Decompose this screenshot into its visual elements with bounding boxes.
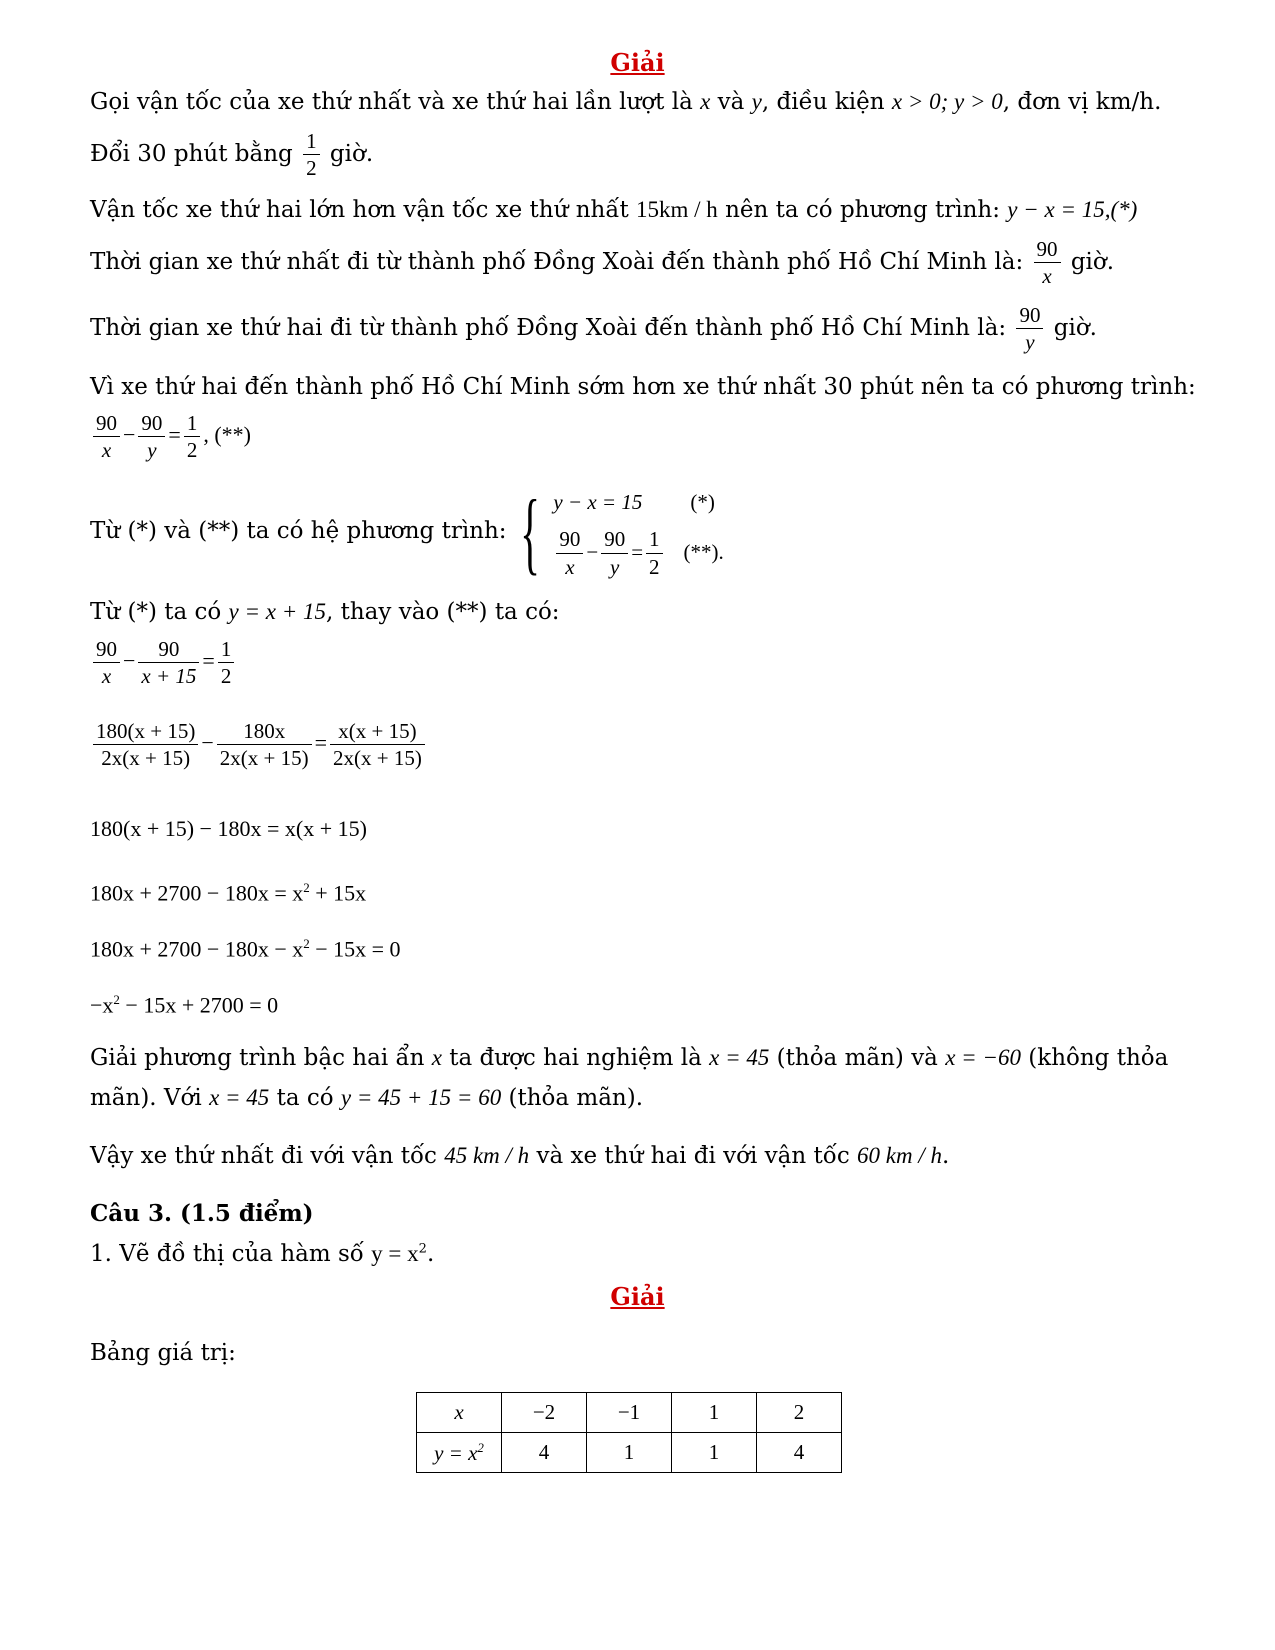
- numerator: 90: [1034, 236, 1061, 263]
- operator: =: [314, 729, 328, 755]
- fraction: [93, 718, 198, 772]
- text: Vậy xe thứ nhất đi với vận tốc: [90, 1143, 437, 1169]
- text: giờ.: [1053, 314, 1097, 341]
- equation-step-7: [90, 992, 278, 1018]
- exponent: 2: [113, 992, 120, 1007]
- equation-step-4: 180(x + 15) − 180x = x(x + 15): [90, 816, 367, 841]
- fraction: [330, 718, 425, 772]
- fraction: [93, 636, 120, 690]
- operator: =: [202, 647, 215, 673]
- equation-system: [553, 482, 723, 582]
- system-row-2: [553, 524, 723, 582]
- fraction: [218, 636, 235, 690]
- operator: −: [123, 647, 136, 673]
- text: 1. Vẽ đồ thị của hàm số: [90, 1241, 364, 1267]
- text: Thời gian xe thứ nhất đi từ thành phố Đồng Xoài đến thành phố Hồ Chí Minh là:: [90, 248, 1024, 275]
- math-speed-2: 60 km / h: [857, 1143, 942, 1168]
- math-root-2: x = −60: [945, 1045, 1021, 1070]
- numerator: 90: [138, 636, 199, 663]
- math-y: y = 45 + 15 = 60: [340, 1085, 502, 1110]
- fraction: [184, 410, 201, 464]
- numerator: 90: [601, 526, 628, 553]
- table-cell: 4: [757, 1433, 842, 1473]
- table-cell: 2: [757, 1393, 842, 1433]
- text: − 15x = 0: [309, 936, 401, 962]
- denominator: y: [610, 554, 620, 579]
- text: .: [426, 1241, 435, 1267]
- question-3-part-1: [90, 1240, 434, 1269]
- denominator: 2x(x + 15): [333, 746, 422, 771]
- exponent: 2: [418, 1241, 427, 1257]
- text: , điều kiện: [761, 89, 885, 115]
- paragraph-substitute: [90, 598, 560, 627]
- text: và xe thứ hai đi với vận tốc: [536, 1143, 850, 1169]
- table-cell: 4: [502, 1433, 587, 1473]
- fraction: [646, 526, 663, 580]
- table-row-y: [417, 1433, 842, 1473]
- paragraph-speed-diff: [90, 196, 1137, 225]
- text: 180x + 2700 − 180x = x: [90, 880, 304, 906]
- denominator: x: [101, 664, 112, 689]
- text: nên ta có phương trình:: [725, 197, 1000, 223]
- denominator: y: [147, 438, 157, 463]
- math-function: y = x: [371, 1241, 419, 1266]
- equation-step-5: [90, 880, 366, 906]
- text: (thỏa mãn).: [508, 1085, 644, 1111]
- fraction-half: [303, 128, 320, 182]
- text: − 15x + 2700 = 0: [119, 992, 279, 1018]
- fraction: [138, 410, 165, 464]
- text: (thỏa mãn) và: [776, 1045, 938, 1071]
- text: y = x: [434, 1440, 478, 1465]
- denominator: 2: [186, 438, 198, 463]
- text: .: [942, 1143, 950, 1169]
- math-speed: 15km / h: [636, 197, 718, 222]
- table-cell-header: x: [417, 1393, 502, 1433]
- operator: −: [201, 729, 214, 755]
- paragraph-time-first: [90, 236, 1114, 290]
- equation-tag: (**): [683, 540, 719, 565]
- paragraph-variables: [90, 88, 1161, 117]
- numerator: 90: [138, 410, 165, 437]
- text: −x: [90, 992, 114, 1018]
- text: Giải phương trình bậc hai ẩn: [90, 1045, 425, 1071]
- numerator: 1: [184, 410, 201, 437]
- math-x: x = 45: [209, 1085, 270, 1110]
- denominator: x: [101, 438, 112, 463]
- equation-tag: (*): [690, 490, 715, 515]
- paragraph-system: [90, 482, 724, 582]
- text: ta có: [276, 1085, 334, 1111]
- table-cell: −2: [502, 1393, 587, 1433]
- paragraph-earlier: Vì xe thứ hai đến thành phố Hồ Chí Minh sớm hơn xe thứ nhất 30 phút nên ta có phương trình:: [90, 374, 1196, 400]
- solution-heading-2: Giải: [610, 1282, 665, 1311]
- math-root-1: x = 45: [709, 1045, 770, 1070]
- table-cell: 1: [672, 1393, 757, 1433]
- math-x: x: [431, 1045, 442, 1070]
- numerator: 1: [218, 636, 235, 663]
- numerator: 180x: [217, 718, 312, 745]
- denominator: x: [565, 554, 575, 579]
- table-caption: Bảng giá trị:: [90, 1340, 236, 1366]
- paragraph-roots: [90, 1044, 1168, 1073]
- text: Đổi 30 phút bằng: [90, 140, 293, 167]
- solution-heading: Giải: [610, 48, 665, 77]
- text: Vận tốc xe thứ hai lớn hơn vận tốc xe thứ nhất: [90, 197, 629, 223]
- exponent: 2: [477, 1439, 484, 1455]
- fraction: [93, 410, 120, 464]
- text: và: [717, 89, 745, 115]
- table-cell: 1: [672, 1433, 757, 1473]
- exponent: 2: [303, 880, 310, 895]
- numerator: 90: [556, 526, 583, 553]
- denominator: 2x(x + 15): [219, 746, 309, 771]
- math-equation: y − x = 15,(*): [1007, 197, 1138, 222]
- numerator: x(x + 15): [330, 718, 425, 745]
- numerator: 90: [93, 636, 120, 663]
- fraction: [1016, 302, 1043, 356]
- denominator: 2x(x + 15): [101, 746, 191, 771]
- text: giờ.: [1070, 248, 1115, 275]
- denominator: x: [1042, 264, 1052, 289]
- numerator: 90: [1016, 302, 1043, 329]
- numerator: 1: [303, 128, 320, 155]
- equation-tag: , (**): [203, 421, 251, 447]
- math-speed-1: 45 km / h: [444, 1143, 530, 1168]
- text: , đơn vị km/h.: [1002, 89, 1162, 115]
- text: (không thỏa: [1028, 1045, 1169, 1071]
- text: Thời gian xe thứ hai đi từ thành phố Đồng Xoài đến thành phố Hồ Chí Minh là:: [90, 314, 1007, 341]
- operator: −: [586, 540, 599, 565]
- math-condition: x > 0; y > 0: [891, 89, 1003, 114]
- exponent: 2: [303, 936, 310, 951]
- table-cell: 1: [587, 1433, 672, 1473]
- numerator: 90: [93, 410, 120, 437]
- numerator: 1: [646, 526, 663, 553]
- fraction: [217, 718, 312, 772]
- table-row-x: [417, 1393, 842, 1433]
- text: .: [718, 540, 724, 565]
- denominator: 2: [306, 156, 317, 181]
- denominator: x + 15: [141, 664, 197, 689]
- math-x: x: [700, 89, 711, 114]
- operator: −: [123, 421, 136, 447]
- numerator: 180(x + 15): [93, 718, 198, 745]
- question-3-title: Câu 3. (1.5 điểm): [90, 1200, 314, 1227]
- text: ta được hai nghiệm là: [449, 1045, 702, 1071]
- math-y: y: [751, 89, 762, 114]
- paragraph-roots-cont: [90, 1084, 643, 1113]
- text: 180x + 2700 − 180x − x: [90, 936, 304, 962]
- text: Gọi vận tốc của xe thứ nhất và xe thứ hai lần lượt là: [90, 89, 693, 115]
- paragraph-conclusion: [90, 1142, 949, 1171]
- system-row-1: [553, 482, 723, 524]
- equation-step-6: [90, 936, 401, 962]
- text: + 15x: [309, 880, 367, 906]
- operator: =: [631, 540, 644, 565]
- table-cell: −1: [587, 1393, 672, 1433]
- denominator: 2: [220, 664, 232, 689]
- denominator: y: [1025, 330, 1035, 355]
- math-equation: y = x + 15: [228, 599, 326, 624]
- equation-star-star: [90, 410, 251, 464]
- denominator: 2: [649, 554, 660, 579]
- text: giờ.: [329, 140, 374, 167]
- fraction: [601, 526, 628, 580]
- fraction: [138, 636, 199, 690]
- fraction: [556, 526, 583, 580]
- equation-common-denominator: [90, 718, 428, 772]
- text: mãn). Với: [90, 1085, 202, 1111]
- fraction: [1034, 236, 1061, 290]
- paragraph-time-second: [90, 302, 1097, 356]
- operator: =: [168, 421, 181, 447]
- text: Từ (*) ta có: [90, 599, 222, 625]
- text: Từ (*) và (**) ta có hệ phương trình:: [90, 518, 507, 545]
- equation-substituted: [90, 636, 237, 690]
- text: , thay vào (**) ta có:: [326, 599, 560, 625]
- brace-symbol: {: [520, 481, 540, 583]
- math-equation: y − x = 15: [553, 490, 643, 515]
- paragraph-convert: [90, 128, 373, 182]
- table-cell-header: [417, 1433, 502, 1473]
- value-table: [416, 1392, 842, 1473]
